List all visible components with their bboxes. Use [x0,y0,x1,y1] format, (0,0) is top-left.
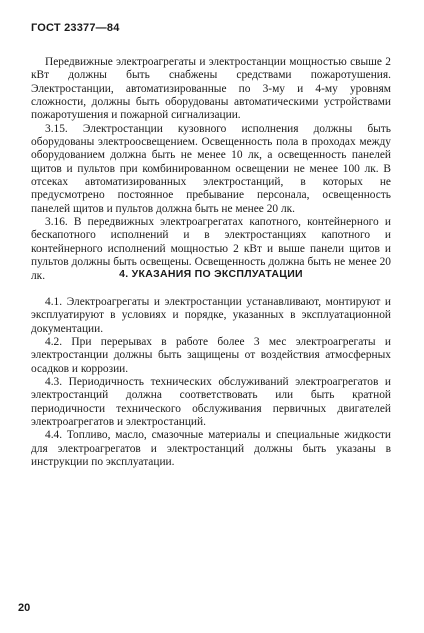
paragraph-4-1: 4.1. Электроагрегаты и электростанции устанавливают, монтируют и эксплуатируют в условиях и порядке, указанных в эксплуатационной документации. [31,296,391,335]
paragraph-3-15: 3.15. Электростанции кузовного исполнения должны быть оборудованы электроосвещением. Освещенность пола в проходах между оборудованием должна быть не менее 10 лк, а освещенность панелей щитов и пультов при комбинированном освещении не менее 100 лк. В отсеках автоматизированных электростанций, в которых не предусмотрено постоянное пребывание персонала, освещенность панелей щитов и пультов должна быть не менее 20 лк. [31,122,391,215]
paragraph: Передвижные электроагрегаты и электростанции мощностью свыше 2 кВт должны быть снабжены средствами пожаротушения. Электростанции, автоматизированные по 3-му и 4-му уровням сложности, должны быть оборудованы автоматическими устройствами пожаротушения и пожарной сигнализации. [31,56,391,122]
paragraph-3-16: 3.16. В передвижных электроагрегатах капотного, контейнерного и бескапотного исполнений и в электростанциях капотного и контейнерного исполнений мощностью 2 кВт и выше панели щитов и пультов должны быть освещены. Освещенность должна быть не менее 20 лк. [31,216,391,282]
text-block-top [31,56,391,283]
paragraph-4-3: 4.3. Периодичность технических обслуживаний электроагрегатов и электростанций должна соответствовать или быть кратной периодичности технического обслуживания первичных двигателей электроагрегатов и электростанций. [31,376,391,429]
paragraph-4-4: 4.4. Топливо, масло, смазочные материалы и специальные жидкости для электроагрегатов и электростанций должны быть указаны в инструкции по эксплуатации. [31,429,391,469]
document-header: ГОСТ 23377—84 [31,22,120,34]
section-heading: 4. УКАЗАНИЯ ПО ЭКСПЛУАТАЦИИ [119,268,303,280]
text-block-bottom [31,296,391,469]
page-number: 20 [18,602,31,614]
paragraph-4-2: 4.2. При перерывах в работе более 3 мес электроагрегаты и электростанции должны быть защищены от воздействия атмосферных осадков и коррозии. [31,336,391,375]
